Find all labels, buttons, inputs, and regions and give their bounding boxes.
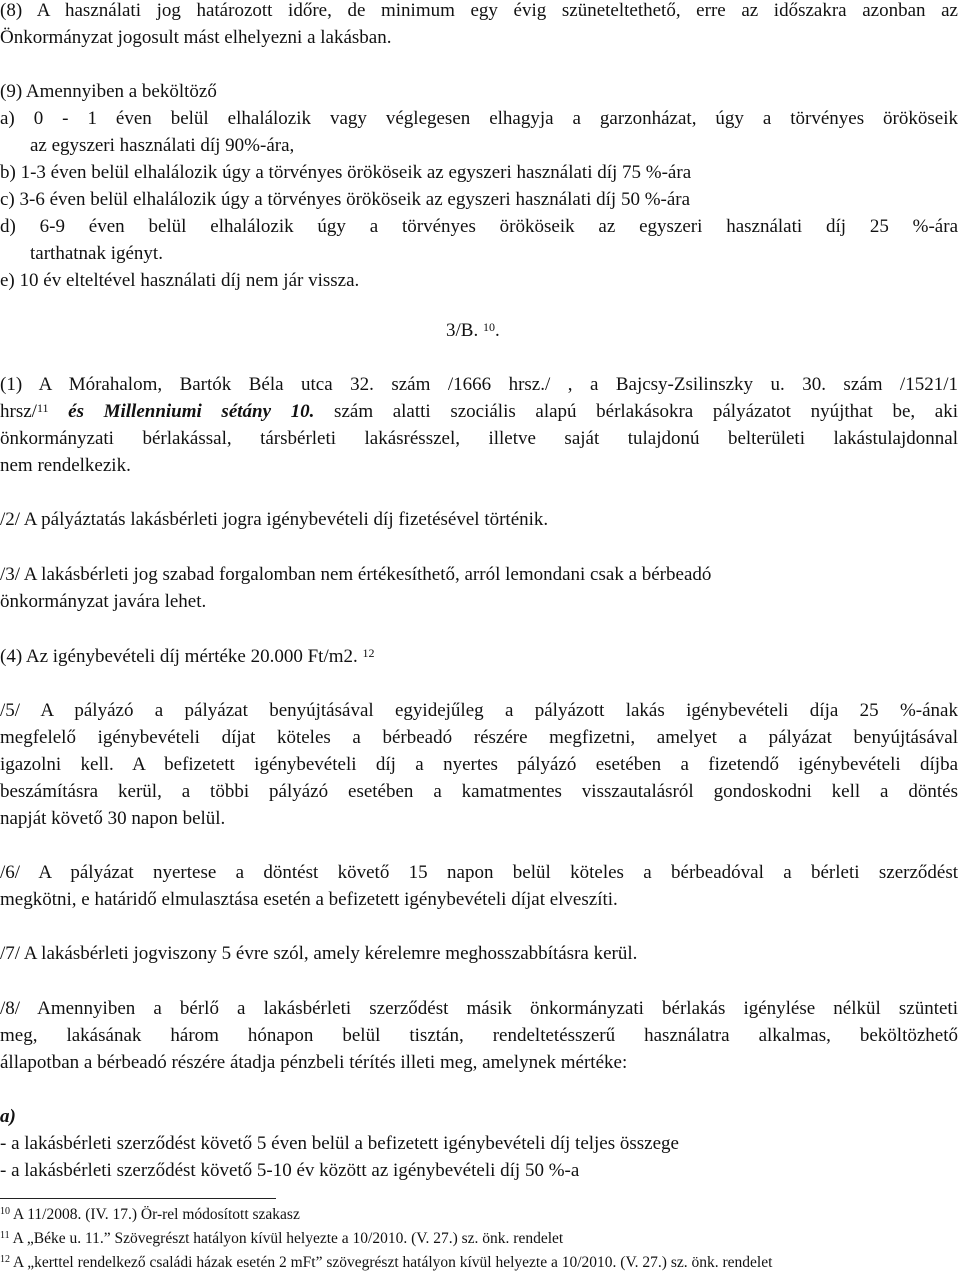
footnote-divider xyxy=(0,1198,276,1199)
paragraph-8-line-2: Önkormányzat jogosult mást elhelyezni a lakásban. xyxy=(0,27,392,48)
section-5-line-2: megfelelő igénybevételi díjat köteles a bérbeadó részére megfizetni, amelyet a pályázat benyújtásával xyxy=(0,727,958,748)
section-8-line-2: meg, lakásának három hónapon belül tisztán, rendeltetésszerű használatra alkalmas, beköltözhető xyxy=(0,1025,958,1046)
footnote-ref-10[interactable]: 10 xyxy=(482,320,495,334)
item-a-line-1: a) 0 - 1 éven belül elhalálozik vagy véglegesen elhagyja a garzonházat, úgy a törvényes örököseik xyxy=(0,108,958,129)
section-1-line-3: önkormányzati bérlakással, társbérleti lakásrésszel, illetve saját tulajdonú belterületi lakástulajdonnal xyxy=(0,428,958,449)
hrsz-text: hrsz/ xyxy=(0,401,37,422)
section-8-item-a-label: a) xyxy=(0,1106,16,1127)
footnote-10-text: A 11/2008. (IV. 17.) Ör-rel módosított szakasz xyxy=(10,1206,300,1223)
section-8-item-1: - a lakásbérleti szerződést követő 5 éven belül a befizetett igénybevételi díj teljes összege xyxy=(0,1133,679,1154)
footnote-12-text: A „kerttel rendelkező családi házak esetén 2 mFt” szövegrészt hatályon kívül helyezte a 10/2010. (V. 27.) sz. önk. rendelet xyxy=(10,1254,773,1271)
footnote-11-number: 11 xyxy=(0,1230,10,1241)
section-8-item-2: - a lakásbérleti szerződést követő 5-10 év között az igénybevételi díj 50 %-a xyxy=(0,1160,580,1181)
section-2: /2/ A pályáztatás lakásbérleti jogra igénybevételi díj fizetésével történik. xyxy=(0,509,549,530)
footnote-11 xyxy=(0,1230,563,1248)
footnote-12 xyxy=(0,1254,772,1272)
section-8-line-3: állapotban a bérbeadó részére átadja pénzbeli térítés illeti meg, amelynek mértéke: xyxy=(0,1052,628,1073)
section-7: /7/ A lakásbérleti jogviszony 5 évre szól, amely kérelemre meghosszabbításra kerül. xyxy=(0,943,638,964)
footnote-ref-11[interactable]: 11 xyxy=(36,401,49,415)
section-dot: . xyxy=(494,320,500,341)
section-4 xyxy=(0,646,375,668)
section-6-line-1: /6/ A pályázat nyertese a döntést követő 15 napon belül köteles a bérbeadóval a bérleti szerződést xyxy=(0,862,958,883)
item-e: e) 10 év elteltével használati díj nem jár vissza. xyxy=(0,270,360,291)
section-5-line-3: igazolni kell. A befizetett igénybevételi díj a nyertes pályázó esetében a fizetendő igénybevételi díjba xyxy=(0,754,958,775)
section-6-line-2: megkötni, e határidő elmulasztása esetén a befizetett igénybevételi díjat elveszíti. xyxy=(0,889,618,910)
item-a-line-2: az egyszeri használati díj 90%-ára, xyxy=(30,135,295,156)
footnote-12-number: 12 xyxy=(0,1254,10,1265)
section-heading xyxy=(446,320,500,342)
section-1-line-1: (1) A Mórahalom, Bartók Béla utca 32. szám /1666 hrsz./ , a Bajcsy-Zsilinszky u. 30. szám /1521/1 xyxy=(0,374,958,395)
paragraph-9-heading: (9) Amennyiben a beköltöző xyxy=(0,81,217,102)
section-3-line-1: /3/ A lakásbérleti jog szabad forgalomban nem értékesíthető, arról lemondani csak a bérbeadó xyxy=(0,564,712,585)
section-1-line-4: nem rendelkezik. xyxy=(0,455,131,476)
footnote-10-number: 10 xyxy=(0,1206,10,1217)
item-b: b) 1-3 éven belül elhalálozik úgy a törvényes örököseik az egyszeri használati díj 75 %-ára xyxy=(0,162,692,183)
item-d-line-1: d) 6-9 éven belül elhalálozik úgy a törvényes örököseik az egyszeri használati díj 25 %-ára xyxy=(0,216,958,237)
item-c: c) 3-6 éven belül elhalálozik úgy a törvényes örököseik az egyszeri használati díj 50 %-ára xyxy=(0,189,691,210)
paragraph-8-line-1: (8) A használati jog határozott időre, de minimum egy évig szüneteltethető, erre az időszakra azonban az xyxy=(0,0,958,21)
section-5-line-5: napját követő 30 napon belül. xyxy=(0,808,226,829)
section-8-line-1: /8/ Amennyiben a bérlő a lakásbérleti szerződést másik önkormányzati bérlakás igénylése nélkül szünteti xyxy=(0,998,958,1019)
item-d-line-2: tarthatnak igényt. xyxy=(30,243,163,264)
section-1-line-2 xyxy=(0,401,958,423)
section-4-text: (4) Az igénybevételi díj mértéke 20.000 Ft/m2. xyxy=(0,646,358,667)
footnote-ref-12[interactable]: 12 xyxy=(362,646,375,660)
section-1-line-2-rest: szám alatti szociális alapú bérlakásokra pályázatot nyújthat be, aki xyxy=(314,401,958,422)
millenniumi-text: és Millenniumi sétány 10. xyxy=(48,401,315,422)
section-5-line-4: beszámításra kerül, a többi pályázó esetében a kamatmentes visszautalásról gondoskodni kell a döntés xyxy=(0,781,958,802)
section-number: 3/B. xyxy=(446,320,479,341)
section-3-line-2: önkormányzat javára lehet. xyxy=(0,591,207,612)
section-5-line-1: /5/ A pályázó a pályázat benyújtásával egyidejűleg a pályázott lakás igénybevételi díja 25 %-ának xyxy=(0,700,958,721)
footnote-11-text: A „Béke u. 11.” Szövegrészt hatályon kívül helyezte a 10/2010. (V. 27.) sz. önk. rendelet xyxy=(9,1230,564,1247)
footnote-10 xyxy=(0,1206,300,1224)
